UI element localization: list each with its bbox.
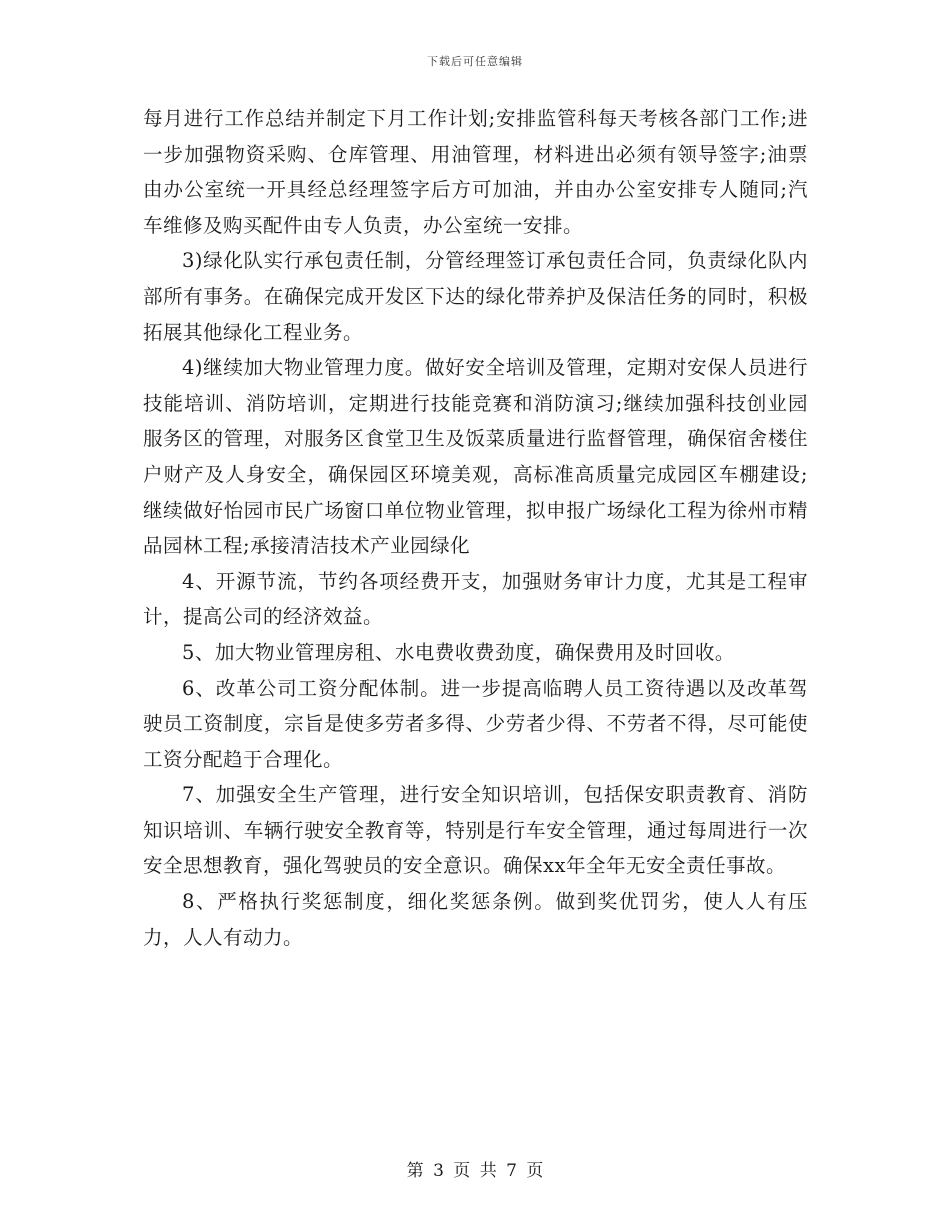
document-body: [143, 101, 808, 955]
paragraph-continuation: 每月进行工作总结并制定下月工作计划;安排监管科每天考核各部门工作;进一步加强物资采购、仓库管理、用油管理，材料进出必须有领导签字;油票由办公室统一开具经总经理签字后方可加油，并由办公室安排专人随同;汽车维修及购买配件由专人负责，办公室统一安排。: [143, 107, 808, 237]
paragraph-reward-penalty: 8、严格执行奖惩制度，细化奖惩条例。做到奖优罚劣，使人人有压力，人人有动力。: [143, 890, 808, 949]
paragraph-safety-management: 7、加强安全生产管理，进行安全知识培训，包括保安职责教育、消防知识培训、车辆行驶安全教育等，特别是行车安全管理，通过每周进行一次安全思想教育，强化驾驶员的安全意识。确保xx年全年无安全责任事故。: [143, 783, 808, 878]
page-number-footer: 第 3 页 共 7 页: [406, 1161, 544, 1181]
page-header: 下载后可任意编辑: [427, 55, 523, 68]
paragraph-fee-collection: 5、加大物业管理房租、水电费收费劲度，确保费用及时回收。: [182, 640, 735, 664]
paragraph-greening-team: 3)绿化队实行承包责任制，分管经理签订承包责任合同，负责绿化队内部所有事务。在确保完成开发区下达的绿化带养护及保洁任务的同时，积极拓展其他绿化工程业务。: [143, 249, 808, 344]
paragraph-salary-reform: 6、改革公司工资分配体制。进一步提高临聘人员工资待遇以及改革驾驶员工资制度，宗旨是使多劳者多得、少劳者少得、不劳者不得，尽可能使工资分配趋于合理化。: [143, 676, 808, 771]
paragraph-cost-saving: 4、开源节流，节约各项经费开支，加强财务审计力度，尤其是工程审计，提高公司的经济效益。: [143, 569, 808, 629]
paragraph-property-management: 4)继续加大物业管理力度。做好安全培训及管理，定期对安保人员进行技能培训、消防培训，定期进行技能竞赛和消防演习;继续加强科技创业园服务区的管理，对服务区食堂卫生及饭菜质量进行监督管理，确保宿舍楼住户财产及人身安全，确保园区环境美观，高标准高质量完成园区车棚建设;继续做好怡园市民广场窗口单位物业管理，拟申报广场绿化工程为徐州市精品园林工程;承接清洁技术产业园绿化: [143, 356, 808, 558]
